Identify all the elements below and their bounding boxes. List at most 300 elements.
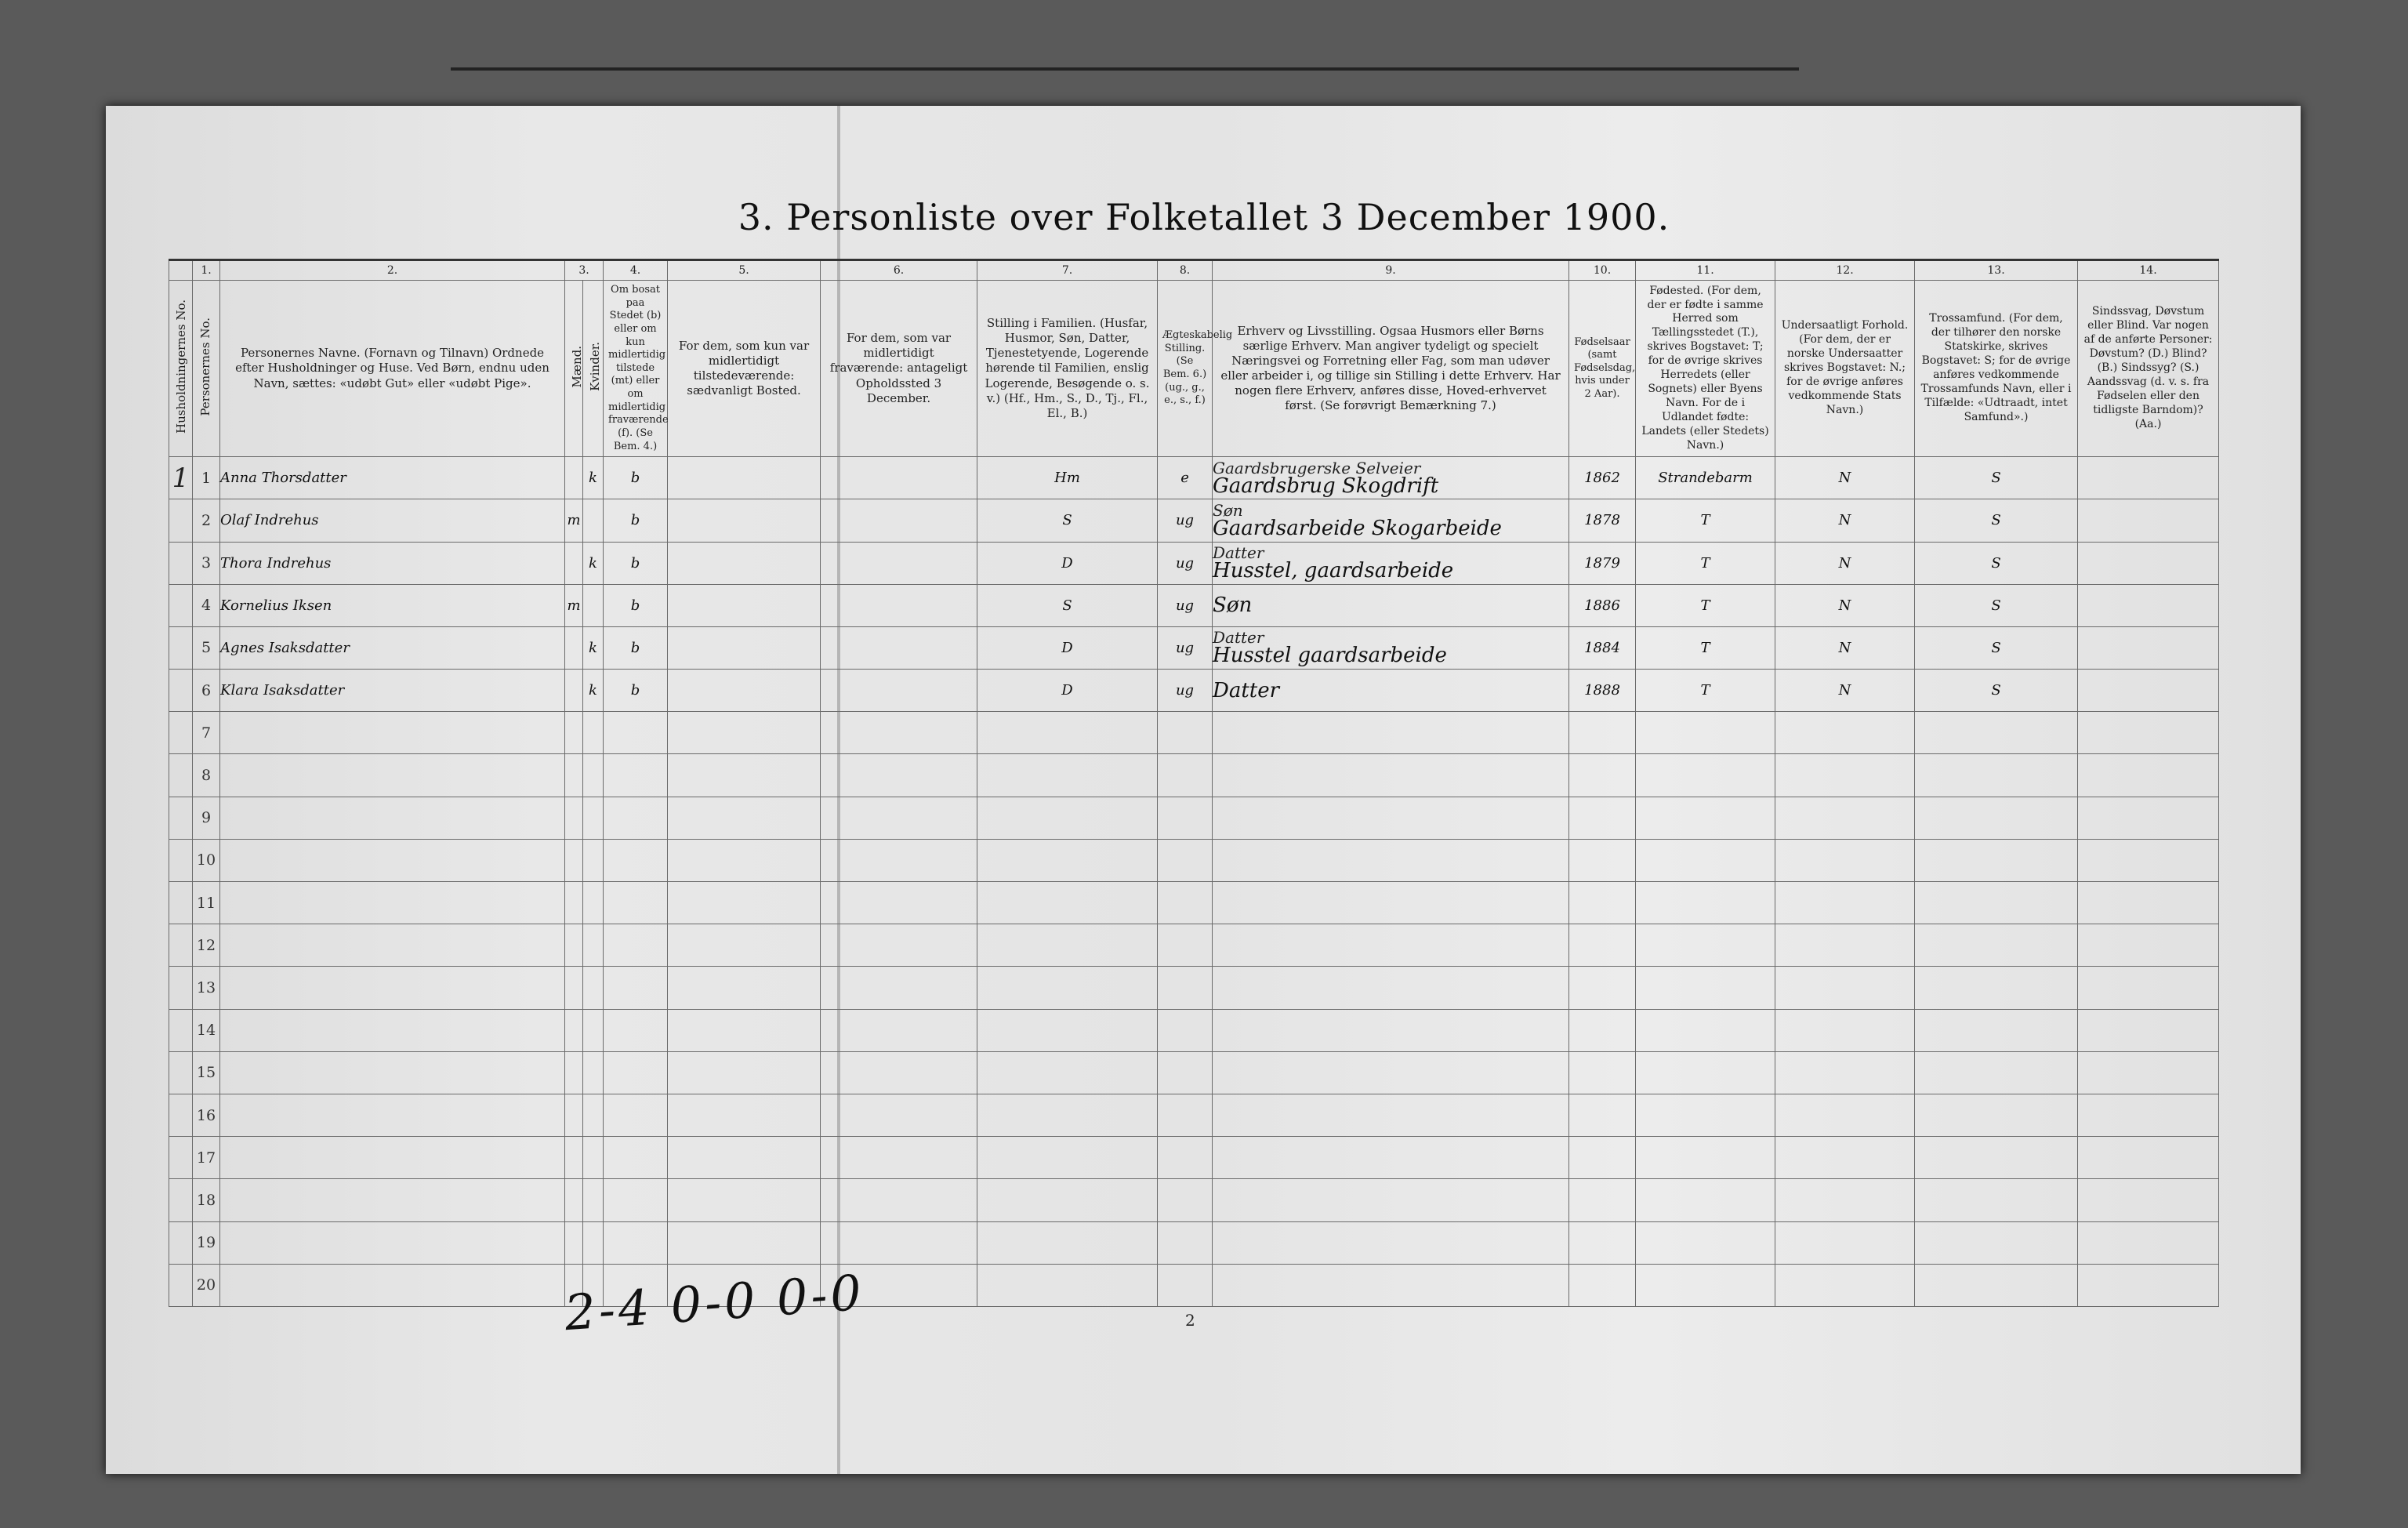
birthplace: [1636, 1264, 1775, 1306]
header-fodselsaar: Fødselsaar (samt Fødselsdag, hvis under 2 Aar).: [1569, 281, 1636, 457]
birth-year: 1862: [1569, 457, 1636, 499]
usual-residence: [668, 542, 821, 584]
birth-year: [1569, 1264, 1636, 1306]
sex-female: [583, 754, 604, 797]
occupation: [1213, 499, 1569, 542]
sex-female: [583, 797, 604, 839]
marital-status: [1158, 882, 1213, 924]
temporary-location: [821, 499, 977, 542]
sex-male: m: [565, 584, 583, 626]
person-name: Olaf Indrehus: [220, 499, 565, 542]
person-name: [220, 797, 565, 839]
family-position: [977, 1137, 1158, 1179]
disability: [2078, 1264, 2219, 1306]
header-tilstede: For dem, som kun var midlertidigt tilstedeværende: sædvanligt Bosted.: [668, 281, 821, 457]
usual-residence: [668, 754, 821, 797]
colnum: 6.: [821, 260, 977, 281]
person-name: [220, 1179, 565, 1221]
person-row: [169, 670, 2219, 712]
disability: [2078, 1094, 2219, 1136]
person-name: [220, 882, 565, 924]
birthplace: [1636, 924, 1775, 967]
person-row: [169, 1221, 2219, 1264]
person-no: 13: [193, 967, 220, 1009]
person-name: [220, 754, 565, 797]
footer-tally: 2-4 0-0 0-0: [562, 1263, 867, 1342]
usual-residence: [668, 924, 821, 967]
birthplace: [1636, 797, 1775, 839]
temporary-location: [821, 670, 977, 712]
disability: [2078, 626, 2219, 669]
occupation: [1213, 1137, 1569, 1179]
birthplace: [1636, 712, 1775, 754]
sex-female: k: [583, 626, 604, 669]
religion: [1915, 924, 2078, 967]
occupation-note: Gaardsbrugerske Selveier: [1213, 458, 1421, 477]
person-row: [169, 839, 2219, 881]
household-no: [169, 924, 193, 967]
header-household-no: Husholdningernes No.: [169, 281, 193, 457]
occupation: [1213, 1009, 1569, 1051]
religion: S: [1915, 670, 2078, 712]
residence-status: b: [604, 670, 668, 712]
sex-female: [583, 1137, 604, 1179]
temporary-location: [821, 839, 977, 881]
header-name: Personernes Navne. (Fornavn og Tilnavn) Ordnede efter Husholdninger og Huse. Ved Børn, endnu uden Navn, sættes: «udøbt Gut» eller «udøbt Pige».: [220, 281, 565, 457]
marital-status: ug: [1158, 626, 1213, 669]
header-fravaerende: For dem, som var midlertidigt fraværende: antageligt Opholdssted 3 December.: [821, 281, 977, 457]
birth-year: [1569, 967, 1636, 1009]
colnum: [169, 260, 193, 281]
citizenship: [1775, 1221, 1915, 1264]
person-name: [220, 1051, 565, 1094]
sex-male: [565, 754, 583, 797]
temporary-location: [821, 542, 977, 584]
household-no: [169, 882, 193, 924]
person-no: 6: [193, 670, 220, 712]
person-name: Anna Thorsdatter: [220, 457, 565, 499]
citizenship: [1775, 924, 1915, 967]
sex-male: [565, 1009, 583, 1051]
disability: [2078, 542, 2219, 584]
usual-residence: [668, 499, 821, 542]
marital-status: [1158, 754, 1213, 797]
person-row: [169, 1137, 2219, 1179]
birth-year: [1569, 712, 1636, 754]
occupation: [1213, 839, 1569, 881]
person-no: 3: [193, 542, 220, 584]
person-row: [169, 457, 2219, 499]
usual-residence: [668, 457, 821, 499]
person-no: 2: [193, 499, 220, 542]
household-no: [169, 670, 193, 712]
marital-status: ug: [1158, 542, 1213, 584]
family-position: [977, 924, 1158, 967]
sex-female: k: [583, 457, 604, 499]
usual-residence: [668, 670, 821, 712]
sex-female: [583, 967, 604, 1009]
household-no: [169, 967, 193, 1009]
person-row: [169, 967, 2219, 1009]
occupation-note: Datter: [1213, 543, 1264, 563]
birthplace: Strandebarm: [1636, 457, 1775, 499]
occupation: [1213, 626, 1569, 669]
occupation: [1213, 712, 1569, 754]
citizenship: [1775, 712, 1915, 754]
citizenship: [1775, 1137, 1915, 1179]
sex-male: [565, 457, 583, 499]
citizenship: N: [1775, 670, 1915, 712]
occupation-text: Søn: [1213, 593, 1253, 618]
disability: [2078, 967, 2219, 1009]
page-title: 3. Personliste over Folketallet 3 December 1900.: [738, 196, 1670, 238]
occupation: [1213, 924, 1569, 967]
header-aegteskab: Ægteskabelig Stilling. (Se Bem. 6.) (ug., g., e., s., f.): [1158, 281, 1213, 457]
household-no: [169, 839, 193, 881]
birthplace: T: [1636, 499, 1775, 542]
temporary-location: [821, 1221, 977, 1264]
household-no: [169, 1051, 193, 1094]
birthplace: [1636, 1179, 1775, 1221]
family-position: D: [977, 670, 1158, 712]
citizenship: N: [1775, 542, 1915, 584]
birth-year: [1569, 1221, 1636, 1264]
sex-male: [565, 1051, 583, 1094]
citizenship: [1775, 1051, 1915, 1094]
header-undersaat: Undersaatligt Forhold. (For dem, der er norske Undersaatter skrives Bogstavet: N.; for de øvrige anføres vedkommende Stats Navn.): [1775, 281, 1915, 457]
family-position: [977, 1221, 1158, 1264]
birth-year: [1569, 924, 1636, 967]
religion: [1915, 1221, 2078, 1264]
disability: [2078, 1051, 2219, 1094]
sex-female: [583, 712, 604, 754]
sex-male: [565, 1179, 583, 1221]
citizenship: [1775, 1179, 1915, 1221]
household-no: [169, 1009, 193, 1051]
occupation: [1213, 754, 1569, 797]
person-name: [220, 1221, 565, 1264]
person-no: 18: [193, 1179, 220, 1221]
marital-status: [1158, 712, 1213, 754]
disability: [2078, 499, 2219, 542]
birth-year: [1569, 839, 1636, 881]
colnum: 14.: [2078, 260, 2219, 281]
family-position: [977, 882, 1158, 924]
marital-status: [1158, 924, 1213, 967]
sex-female: [583, 839, 604, 881]
birth-year: [1569, 797, 1636, 839]
citizenship: [1775, 1264, 1915, 1306]
usual-residence: [668, 1137, 821, 1179]
sex-male: [565, 670, 583, 712]
household-no: [169, 1221, 193, 1264]
header-trossamfund: Trossamfund. (For dem, der tilhører den norske Statskirke, skrives Bogstavet: S; for de øvrige anføres vedkommende Trossamfunds Navn, eller i Tilfælde: «Udtraadt, intet Samfund».): [1915, 281, 2078, 457]
birth-year: [1569, 1009, 1636, 1051]
family-position: [977, 1051, 1158, 1094]
person-row: [169, 626, 2219, 669]
header-fodested: Fødested. (For dem, der er fødte i samme Herred som Tællingsstedet (T.), skrives Bogstavet: T; for de øvrige skrives Herredets (eller Sognets) eller Byens Navn. For de i Udlandet fødte: Landets (eller Stedets) Navn.): [1636, 281, 1775, 457]
occupation: [1213, 1051, 1569, 1094]
person-name: Kornelius Iksen: [220, 584, 565, 626]
birthplace: [1636, 1051, 1775, 1094]
disability: [2078, 670, 2219, 712]
birthplace: [1636, 967, 1775, 1009]
temporary-location: [821, 967, 977, 1009]
religion: [1915, 1094, 2078, 1136]
occupation: [1213, 967, 1569, 1009]
occupation: [1213, 1179, 1569, 1221]
usual-residence: [668, 839, 821, 881]
disability: [2078, 797, 2219, 839]
person-name: [220, 1264, 565, 1306]
citizenship: [1775, 1009, 1915, 1051]
person-no: 11: [193, 882, 220, 924]
religion: S: [1915, 542, 2078, 584]
religion: [1915, 1179, 2078, 1221]
sex-female: [583, 1094, 604, 1136]
person-no: 10: [193, 839, 220, 881]
sex-female: [583, 584, 604, 626]
sex-male: [565, 924, 583, 967]
person-no: 12: [193, 924, 220, 967]
sex-female: [583, 882, 604, 924]
birthplace: [1636, 1137, 1775, 1179]
colnum: 12.: [1775, 260, 1915, 281]
temporary-location: [821, 797, 977, 839]
disability: [2078, 1009, 2219, 1051]
household-no: [169, 584, 193, 626]
marital-status: ug: [1158, 584, 1213, 626]
residence-status: [604, 754, 668, 797]
birthplace: T: [1636, 542, 1775, 584]
person-no: 17: [193, 1137, 220, 1179]
birth-year: 1886: [1569, 584, 1636, 626]
usual-residence: [668, 626, 821, 669]
religion: [1915, 967, 2078, 1009]
birthplace: T: [1636, 584, 1775, 626]
header-maend: Mænd.: [565, 281, 583, 457]
colnum: 8.: [1158, 260, 1213, 281]
occupation-text: Datter: [1213, 678, 1280, 702]
person-name: [220, 1009, 565, 1051]
marital-status: [1158, 1179, 1213, 1221]
occupation-text: Husstel, gaardsarbeide: [1213, 559, 1454, 583]
colnum: 5.: [668, 260, 821, 281]
person-no: 5: [193, 626, 220, 669]
marital-status: [1158, 1094, 1213, 1136]
citizenship: [1775, 839, 1915, 881]
residence-status: [604, 1221, 668, 1264]
usual-residence: [668, 967, 821, 1009]
disability: [2078, 712, 2219, 754]
birthplace: [1636, 1009, 1775, 1051]
header-sindssvag: Sindssvag, Døvstum eller Blind. Var nogen af de anførte Personer: Døvstum? (D.) Blind? (B.) Sindssyg? (S.) Aandssvag (d. v. s. fra Fødselen eller den tidligste Barndom)? (Aa.): [2078, 281, 2219, 457]
citizenship: [1775, 967, 1915, 1009]
usual-residence: [668, 1221, 821, 1264]
residence-status: [604, 924, 668, 967]
person-row: [169, 584, 2219, 626]
family-position: [977, 1009, 1158, 1051]
household-no: [169, 1179, 193, 1221]
residence-status: [604, 1009, 668, 1051]
occupation: [1213, 1094, 1569, 1136]
occupation: [1213, 670, 1569, 712]
family-position: D: [977, 542, 1158, 584]
sex-male: [565, 882, 583, 924]
disability: [2078, 754, 2219, 797]
family-position: Hm: [977, 457, 1158, 499]
sex-female: [583, 1221, 604, 1264]
disability: [2078, 584, 2219, 626]
sex-male: [565, 797, 583, 839]
citizenship: N: [1775, 626, 1915, 669]
temporary-location: [821, 626, 977, 669]
person-no: 20: [193, 1264, 220, 1306]
person-name: [220, 1137, 565, 1179]
usual-residence: [668, 882, 821, 924]
temporary-location: [821, 584, 977, 626]
sex-male: [565, 839, 583, 881]
colnum: 11.: [1636, 260, 1775, 281]
occupation-text: Gaardsbrug Skogdrift: [1213, 474, 1439, 498]
occupation: [1213, 1221, 1569, 1264]
religion: [1915, 1137, 2078, 1179]
household-no: [169, 1137, 193, 1179]
family-position: S: [977, 499, 1158, 542]
family-position: [977, 1179, 1158, 1221]
temporary-location: [821, 1051, 977, 1094]
person-no: 9: [193, 797, 220, 839]
citizenship: [1775, 797, 1915, 839]
religion: [1915, 882, 2078, 924]
birth-year: [1569, 1179, 1636, 1221]
person-no: 7: [193, 712, 220, 754]
sex-male: m: [565, 499, 583, 542]
sex-male: [565, 626, 583, 669]
residence-status: [604, 1094, 668, 1136]
birth-year: [1569, 1051, 1636, 1094]
header-erhverv: Erhverv og Livsstilling. Ogsaa Husmors eller Børns særlige Erhverv. Man angiver tydeligt og specielt Næringsvei og Forretning eller Fag, som man udøver eller arbeider i, og tillige sin Stilling i dette Erhverv. Har nogen flere Erhverv, anføres disse, Hoved-erhvervet først. (Se forøvrigt Bemærkning 7.): [1213, 281, 1569, 457]
sex-female: k: [583, 670, 604, 712]
marital-status: [1158, 1221, 1213, 1264]
person-no: 1: [193, 457, 220, 499]
residence-status: [604, 797, 668, 839]
colnum: 2.: [220, 260, 565, 281]
religion: [1915, 797, 2078, 839]
person-row: [169, 499, 2219, 542]
temporary-location: [821, 1179, 977, 1221]
colnum: 10.: [1569, 260, 1636, 281]
religion: S: [1915, 626, 2078, 669]
sex-male: [565, 1137, 583, 1179]
religion: [1915, 754, 2078, 797]
birth-year: [1569, 882, 1636, 924]
household-no: [169, 754, 193, 797]
colnum: 3.: [565, 260, 604, 281]
household-no: [169, 1094, 193, 1136]
sex-male: [565, 967, 583, 1009]
residence-status: [604, 1051, 668, 1094]
person-no: 16: [193, 1094, 220, 1136]
occupation: [1213, 457, 1569, 499]
family-position: [977, 1264, 1158, 1306]
birth-year: [1569, 1137, 1636, 1179]
temporary-location: [821, 712, 977, 754]
colnum: 13.: [1915, 260, 2078, 281]
usual-residence: [668, 1009, 821, 1051]
sex-female: [583, 1051, 604, 1094]
header-stilling: Stilling i Familien. (Husfar, Husmor, Søn, Datter, Tjenestetyende, Logerende hørende til Familien, enslig Logerende, Besøgende o. s. v.) (Hf., Hm., S., D., Tj., Fl., El., B.): [977, 281, 1158, 457]
citizenship: N: [1775, 584, 1915, 626]
birth-year: 1878: [1569, 499, 1636, 542]
sex-male: [565, 542, 583, 584]
top-rule: [451, 67, 1799, 71]
occupation: [1213, 797, 1569, 839]
person-row: [169, 712, 2219, 754]
household-no: [169, 499, 193, 542]
household-no: [169, 712, 193, 754]
sex-male: [565, 1094, 583, 1136]
household-no: [169, 626, 193, 669]
header-bosat: Om bosat paa Stedet (b) eller om kun midlertidig tilstede (mt) eller om midlertidig fraværende (f). (Se Bem. 4.): [604, 281, 668, 457]
colnum: 7.: [977, 260, 1158, 281]
header-kvinder: Kvinder.: [583, 281, 604, 457]
person-name: [220, 967, 565, 1009]
person-name: Thora Indrehus: [220, 542, 565, 584]
family-position: [977, 712, 1158, 754]
marital-status: [1158, 967, 1213, 1009]
residence-status: [604, 712, 668, 754]
person-name: [220, 924, 565, 967]
religion: [1915, 839, 2078, 881]
sex-female: k: [583, 542, 604, 584]
temporary-location: [821, 1009, 977, 1051]
marital-status: ug: [1158, 499, 1213, 542]
column-number-row: [169, 260, 2219, 281]
citizenship: N: [1775, 457, 1915, 499]
disability: [2078, 1179, 2219, 1221]
disability: [2078, 882, 2219, 924]
residence-status: [604, 1179, 668, 1221]
residence-status: [604, 1137, 668, 1179]
religion: [1915, 712, 2078, 754]
person-name: Agnes Isaksdatter: [220, 626, 565, 669]
person-name: [220, 839, 565, 881]
occupation-text: Gaardsarbeide Skogarbeide: [1213, 516, 1502, 540]
residence-status: [604, 967, 668, 1009]
temporary-location: [821, 1094, 977, 1136]
residence-status: b: [604, 626, 668, 669]
person-row: [169, 542, 2219, 584]
marital-status: [1158, 1264, 1213, 1306]
birth-year: [1569, 754, 1636, 797]
religion: S: [1915, 584, 2078, 626]
sex-male: [565, 712, 583, 754]
sex-female: [583, 1179, 604, 1221]
marital-status: ug: [1158, 670, 1213, 712]
citizenship: [1775, 754, 1915, 797]
family-position: S: [977, 584, 1158, 626]
disability: [2078, 457, 2219, 499]
religion: [1915, 1009, 2078, 1051]
sex-female: [583, 1009, 604, 1051]
birthplace: T: [1636, 626, 1775, 669]
person-name: [220, 1094, 565, 1136]
person-no: 4: [193, 584, 220, 626]
birthplace: [1636, 839, 1775, 881]
occupation-note: Søn: [1213, 500, 1243, 520]
household-no: [169, 542, 193, 584]
